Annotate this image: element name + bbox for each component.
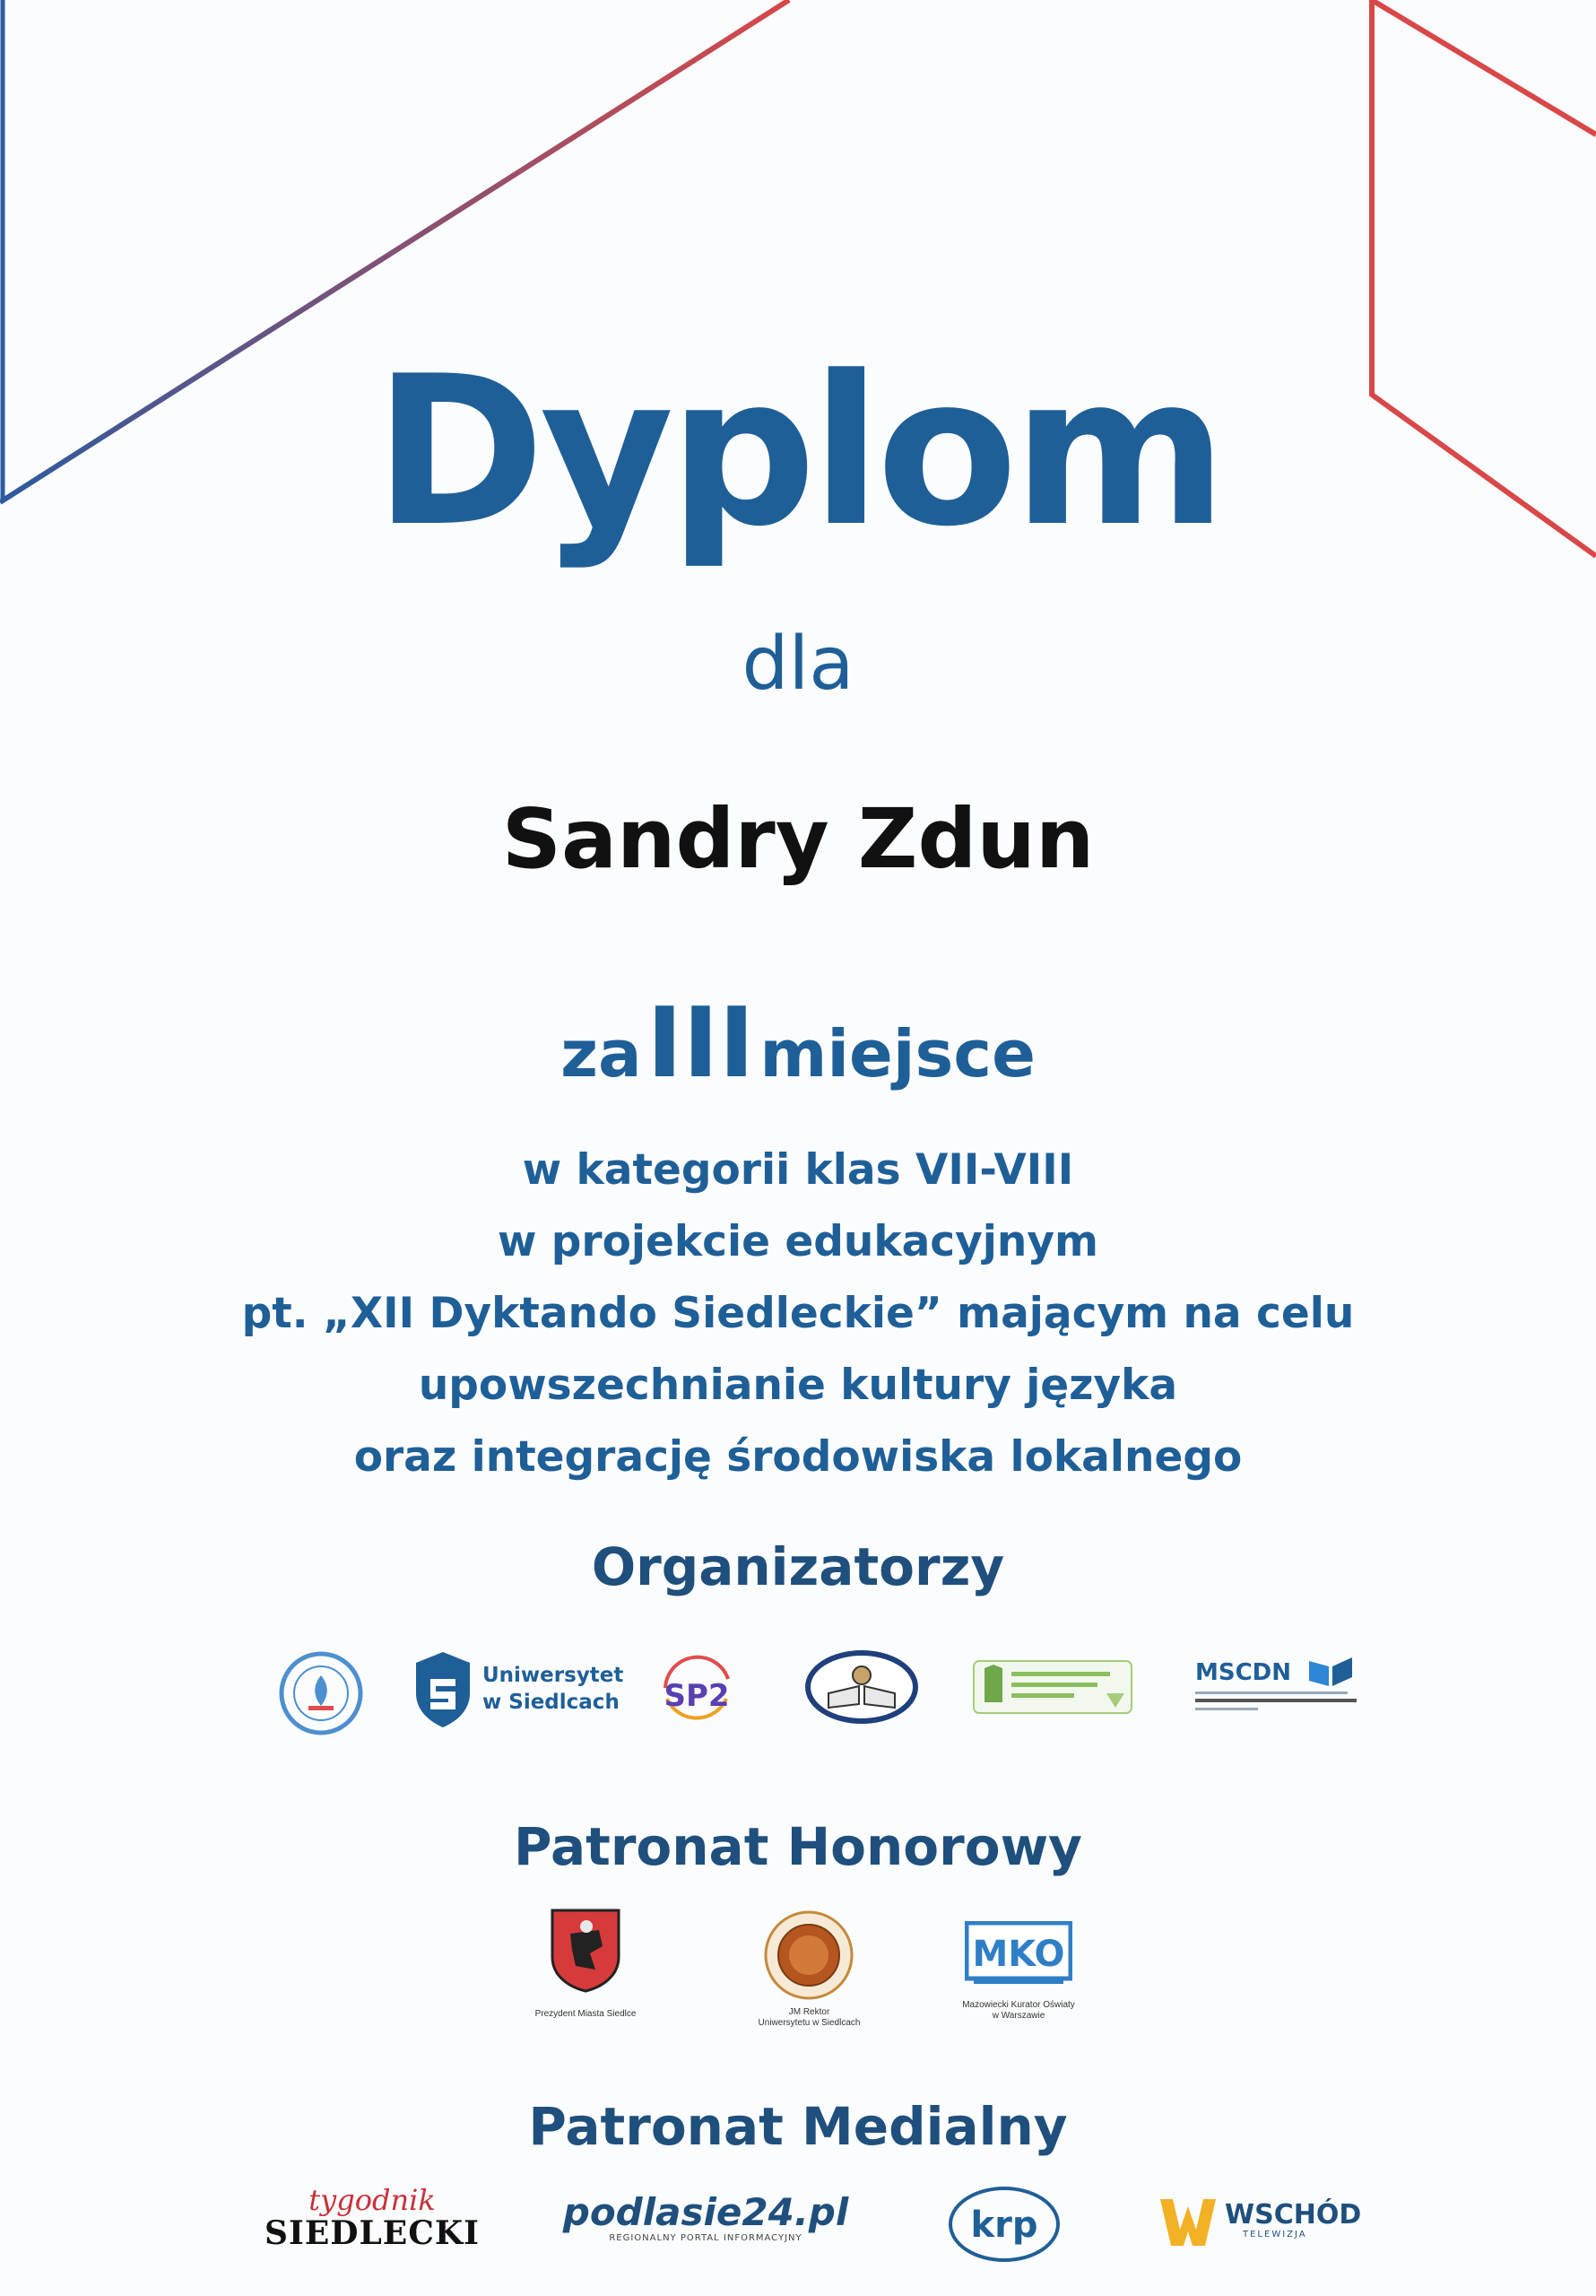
description-line: w kategorii klas VII-VIII: [522, 1145, 1074, 1195]
place-suffix: miejsce: [759, 1016, 1036, 1091]
description-line: upowszechnianie kultury języka: [418, 1361, 1178, 1410]
caption-line: Uniwersytetu w Siedlcach: [758, 2018, 861, 2028]
place-number: III: [646, 987, 755, 1100]
tygodnik-logo-bottom: SIEDLECKI: [264, 2214, 481, 2252]
mscdn-logo: [1305, 1652, 1356, 1688]
rector-caption: [708, 2007, 910, 2029]
description: [0, 1135, 1596, 1493]
university-logo-line: Uniwersytet: [482, 1664, 624, 1687]
book-oval-logo: [803, 1648, 920, 1726]
wschod-tv-text: [1225, 2199, 1362, 2239]
krp-logo-text: krp: [970, 2205, 1038, 2246]
krp-logo: [945, 2185, 1063, 2264]
mko-logo: [965, 1921, 1072, 1987]
caption-line: w Warszawie: [992, 2011, 1045, 2021]
caption-line: JM Rektor: [788, 2007, 830, 2017]
podlasie24-logo-text: podlasie24.pl: [562, 2190, 849, 2234]
for-word: dla: [742, 622, 854, 707]
mscdn-logo-text: MSCDN: [1195, 1659, 1292, 1686]
media-patronage-heading: Patronat Medialny: [528, 2096, 1068, 2157]
caption-line: Prezydent Miasta Siedlce: [534, 2009, 637, 2019]
honorary-patronage-heading: Patronat Honorowy: [514, 1816, 1082, 1877]
organizers-heading: Organizatorzy: [591, 1536, 1005, 1597]
school-round-seal-icon: [278, 1650, 364, 1736]
city-coat-of-arms-icon: [549, 1907, 622, 1993]
wschod-logo-sub: TELEWIZJA: [1243, 2230, 1307, 2239]
curator-caption: [920, 2000, 1117, 2022]
place-line: [0, 987, 1596, 1100]
description-line: w projekcie edukacyjnym: [498, 1217, 1098, 1266]
university-seal-icon: [762, 1909, 855, 2002]
school-complex-logo: [972, 1657, 1133, 1717]
description-line: oraz integrację środowiska lokalnego: [353, 1432, 1243, 1482]
mko-logo-text: MKO: [972, 1934, 1065, 1975]
description-line: pt. „XII Dyktando Siedleckie” mającym na celu: [241, 1289, 1355, 1338]
diploma-title: Dyplom: [374, 333, 1222, 572]
caption-line: Mazowiecki Kurator Oświaty: [962, 2000, 1075, 2010]
wschod-logo-text: WSCHÓD: [1225, 2199, 1362, 2231]
podlasie24-logo: [558, 2192, 854, 2243]
tygodnik-siedlecki-logo: [260, 2185, 484, 2251]
recipient-name: Sandry Zdun: [501, 791, 1095, 887]
university-logo-text: [482, 1662, 623, 1716]
place-prefix: za: [560, 1016, 642, 1091]
school-sp2-logo: [656, 1643, 737, 1733]
university-logo-line: w Siedlcach: [482, 1691, 620, 1714]
tygodnik-logo-top: tygodnik: [308, 2183, 436, 2217]
mscdn-logo-subtext: [1195, 1690, 1357, 1717]
wschod-tv-logo: [1157, 2194, 1219, 2251]
sp2-logo-text: SP2: [664, 1678, 730, 1714]
university-shield-logo: [411, 1648, 475, 1729]
city-caption: [491, 2009, 680, 2020]
podlasie24-logo-sub: REGIONALNY PORTAL INFORMACYJNY: [609, 2233, 802, 2243]
